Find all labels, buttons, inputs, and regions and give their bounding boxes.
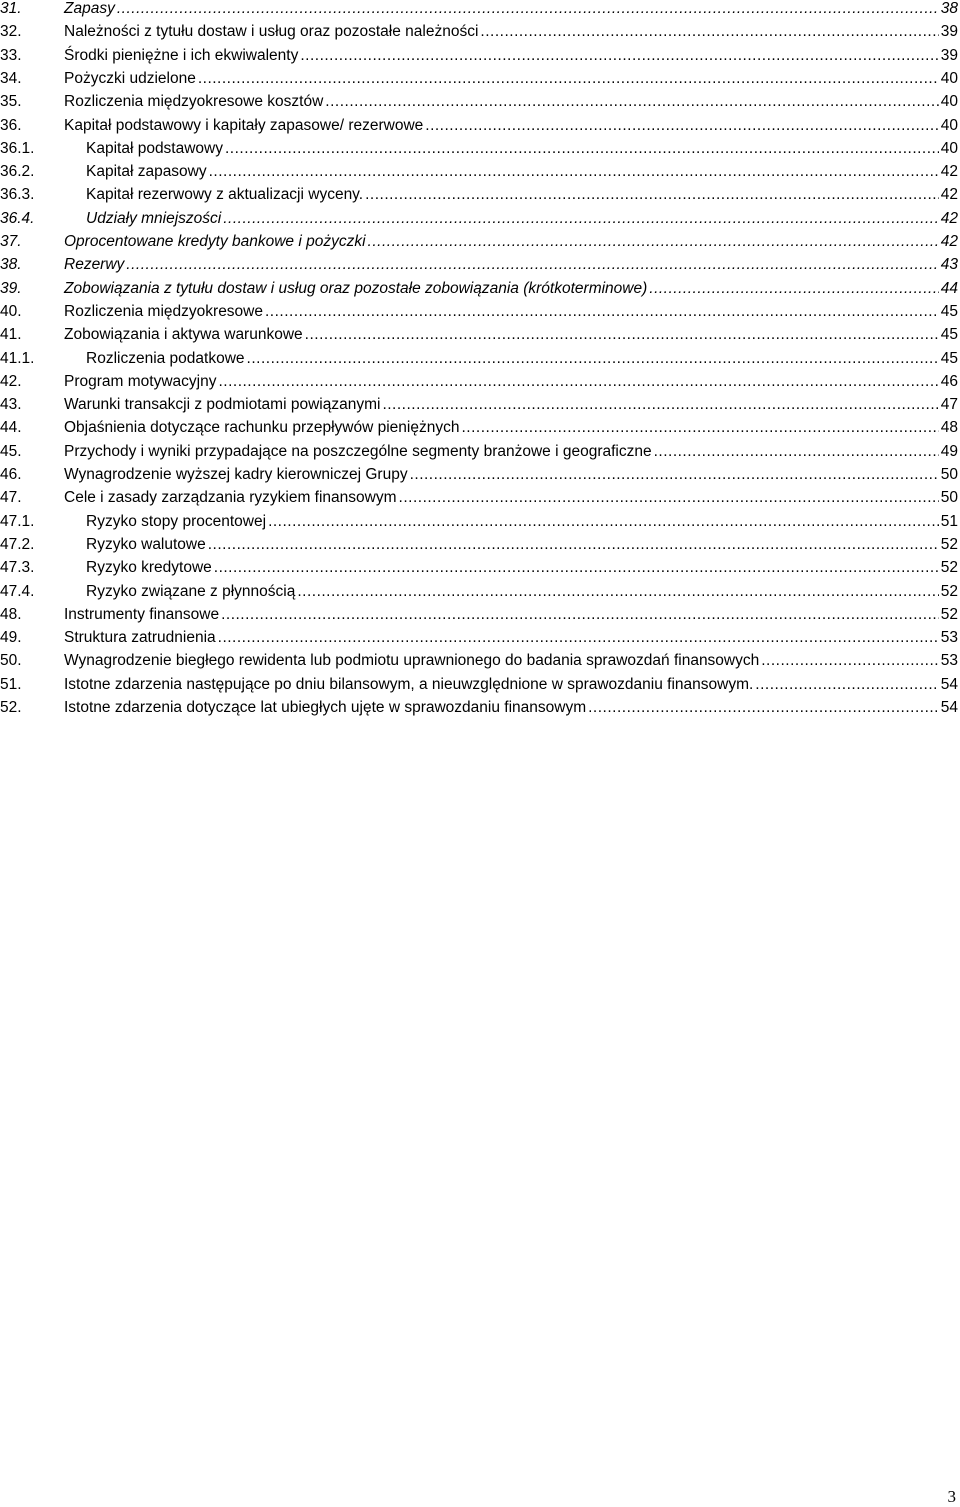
toc-entry-title: Zobowiązania i aktywa warunkowe xyxy=(64,326,303,344)
toc-entry-page: 52 xyxy=(940,582,958,600)
toc-entry-page: 47 xyxy=(940,396,958,414)
toc-dot-leader xyxy=(480,20,938,43)
toc-entry[interactable] xyxy=(0,114,958,137)
toc-entry-title: Objaśnienia dotyczące rachunku przepływów pieniężnych xyxy=(64,419,460,437)
toc-entry[interactable] xyxy=(0,20,958,43)
toc-entry-title: Cele i zasady zarządzania ryzykiem finansowym xyxy=(64,489,397,507)
toc-dot-leader xyxy=(126,253,938,276)
toc-entry-title: Oprocentowane kredyty bankowe i pożyczki xyxy=(64,233,366,250)
toc-entry-title: Zobowiązania z tytułu dostaw i usług oraz pozostałe zobowiązania (krótkoterminowe) xyxy=(64,279,648,297)
toc-entry-page: 52 xyxy=(940,605,958,623)
toc-dot-leader xyxy=(365,183,939,206)
toc-entry-number: 35. xyxy=(0,93,22,111)
toc-entry[interactable] xyxy=(0,253,958,276)
toc-entry-page: 51 xyxy=(940,512,958,530)
toc-entry-title: Środki pieniężne i ich ekwiwalenty xyxy=(64,46,299,64)
toc-dot-leader xyxy=(300,44,938,67)
toc-entry[interactable] xyxy=(0,183,958,206)
toc-entry-page: 54 xyxy=(940,699,958,716)
toc-entry-number: 49. xyxy=(0,629,22,647)
toc-entry-page: 42 xyxy=(940,163,958,181)
toc-entry-page: 48 xyxy=(940,419,958,437)
toc-entry-number: 52. xyxy=(0,699,22,716)
toc-entry-title: Kapitał podstawowy i kapitały zapasowe/ rezerwowe xyxy=(64,116,424,134)
toc-dot-leader xyxy=(209,160,939,183)
toc-entry-page: 42 xyxy=(940,186,958,204)
toc-entry[interactable] xyxy=(0,323,958,346)
toc-entry-number: 47.1. xyxy=(0,512,35,530)
toc-entry[interactable] xyxy=(0,277,958,300)
toc-entry[interactable] xyxy=(0,207,958,230)
toc-entry[interactable] xyxy=(0,649,958,672)
toc-entry[interactable] xyxy=(0,440,958,463)
toc-entry[interactable] xyxy=(0,393,958,416)
toc-entry-page: 39 xyxy=(940,46,958,64)
toc-entry-number: 41. xyxy=(0,326,22,344)
toc-entry[interactable] xyxy=(0,160,958,183)
toc-entry-number: 48. xyxy=(0,605,22,623)
toc-entry-title: Istotne zdarzenia dotyczące lat ubiegłych ujęte w sprawozdaniu finansowym xyxy=(64,699,587,716)
toc-dot-leader xyxy=(297,580,938,603)
toc-dot-leader xyxy=(649,277,938,300)
toc-entry-page: 52 xyxy=(940,535,958,553)
toc-entry-page: 40 xyxy=(940,116,958,134)
toc-entry-page: 50 xyxy=(940,466,958,483)
toc-entry-title: Ryzyko związane z płynnością xyxy=(86,582,296,600)
toc-entry[interactable] xyxy=(0,626,958,649)
toc-entry-title: Ryzyko kredytowe xyxy=(86,559,212,577)
toc-entry-title: Instrumenty finansowe xyxy=(64,605,220,623)
toc-entry[interactable] xyxy=(0,347,958,370)
toc-dot-leader xyxy=(208,533,939,556)
toc-entry[interactable] xyxy=(0,230,958,253)
toc-dot-leader xyxy=(225,137,939,160)
toc-entry-page: 54 xyxy=(940,675,958,693)
toc-dot-leader xyxy=(214,556,939,579)
toc-entry-number: 47.3. xyxy=(0,559,35,577)
toc-entry[interactable] xyxy=(0,370,958,393)
toc-dot-leader xyxy=(117,0,939,20)
toc-entry-number: 50. xyxy=(0,652,22,670)
toc-entry-page: 40 xyxy=(940,93,958,111)
toc-dot-leader xyxy=(399,486,939,509)
toc-entry-page: 42 xyxy=(940,209,958,227)
toc-entry-number: 31. xyxy=(0,0,22,17)
toc-entry[interactable] xyxy=(0,0,958,20)
toc-entry-page: 44 xyxy=(940,279,958,297)
toc-entry-page: 40 xyxy=(940,69,958,87)
toc-dot-leader xyxy=(410,463,939,486)
toc-entry-page: 46 xyxy=(940,372,958,390)
toc-entry-title: Przychody i wyniki przypadające na poszczególne segmenty branżowe i geograficzne xyxy=(64,442,652,460)
toc-entry-number: 36.1. xyxy=(0,139,35,157)
toc-dot-leader xyxy=(755,673,938,696)
toc-entry-title: Rezerwy xyxy=(64,256,125,274)
toc-entry-number: 42. xyxy=(0,372,22,390)
toc-entry-title: Wynagrodzenie biegłego rewidenta lub podmiotu uprawnionego do badania sprawozdań finansowych xyxy=(64,652,760,670)
toc-entry-number: 40. xyxy=(0,302,22,320)
toc-entry-number: 36.3. xyxy=(0,186,35,204)
toc-entry-title: Udziały mniejszości xyxy=(86,209,222,227)
toc-dot-leader xyxy=(654,440,939,463)
toc-entry-title: Rozliczenia międzyokresowe xyxy=(64,302,263,320)
toc-entry-page: 42 xyxy=(940,233,958,250)
page-number: 3 xyxy=(947,1487,956,1506)
toc-entry[interactable] xyxy=(0,300,958,323)
toc-dot-leader xyxy=(268,510,939,533)
toc-dot-leader xyxy=(325,90,938,113)
toc-dot-leader xyxy=(247,347,939,370)
toc-dot-leader xyxy=(221,603,939,626)
toc-entry-number: 32. xyxy=(0,23,22,41)
toc-entry-title: Rozliczenia międzyokresowe kosztów xyxy=(64,93,324,111)
toc-entry-title: Kapitał rezerwowy z aktualizacji wyceny. xyxy=(86,186,364,204)
toc-entry-title: Kapitał zapasowy xyxy=(86,163,207,181)
toc-dot-leader xyxy=(223,207,939,230)
toc-entry-page: 53 xyxy=(940,629,958,647)
toc-entry[interactable] xyxy=(0,510,958,533)
toc-entry-number: 47.2. xyxy=(0,535,35,553)
toc-entry-number: 51. xyxy=(0,675,22,693)
toc-entry-page: 40 xyxy=(940,139,958,157)
toc-dot-leader xyxy=(218,370,938,393)
toc-entry-number: 39. xyxy=(0,279,22,297)
toc-entry-page: 38 xyxy=(940,0,958,17)
toc-entry-number: 47.4. xyxy=(0,582,35,600)
toc-entry[interactable] xyxy=(0,463,958,486)
toc-entry-page: 49 xyxy=(940,442,958,460)
toc-dot-leader xyxy=(382,393,938,416)
toc-dot-leader xyxy=(588,696,939,719)
toc-entry-number: 33. xyxy=(0,46,22,64)
toc-entry-page: 45 xyxy=(940,302,958,320)
toc-entry-title: Program motywacyjny xyxy=(64,372,217,390)
toc-entry[interactable] xyxy=(0,556,958,579)
toc-entry-title: Ryzyko walutowe xyxy=(86,535,206,553)
toc-entry-number: 36.2. xyxy=(0,163,35,181)
toc-entry[interactable] xyxy=(0,486,958,509)
toc-dot-leader xyxy=(265,300,939,323)
toc-dot-leader xyxy=(761,649,939,672)
toc-entry[interactable] xyxy=(0,44,958,67)
toc-entry-number: 38. xyxy=(0,256,22,274)
toc-entry[interactable] xyxy=(0,416,958,439)
toc-entry-page: 52 xyxy=(940,559,958,577)
toc-entry[interactable] xyxy=(0,673,958,696)
toc-dot-leader xyxy=(198,67,939,90)
toc-entry-number: 37. xyxy=(0,233,22,250)
toc-entry-number: 34. xyxy=(0,69,22,87)
toc-entry[interactable] xyxy=(0,90,958,113)
toc-entry-title: Ryzyko stopy procentowej xyxy=(86,512,267,530)
toc-entry-title: Rozliczenia podatkowe xyxy=(86,349,245,367)
toc-entry-title: Kapitał podstawowy xyxy=(86,139,223,157)
toc-dot-leader xyxy=(461,416,938,439)
toc-entry-title: Struktura zatrudnienia xyxy=(64,629,216,647)
toc-dot-leader xyxy=(368,230,939,253)
toc-entry-page: 45 xyxy=(940,349,958,367)
toc-entry-title: Warunki transakcji z podmiotami powiązanymi xyxy=(64,396,381,414)
toc-entry-title: Należności z tytułu dostaw i usług oraz pozostałe należności xyxy=(64,23,479,41)
toc-entry-number: 41.1. xyxy=(0,349,35,367)
toc-entry[interactable] xyxy=(0,603,958,626)
toc-entry-number: 46. xyxy=(0,466,22,483)
toc-entry-title: Istotne zdarzenia następujące po dniu bilansowym, a nieuwzględnione w sprawozdaniu finansowym. xyxy=(64,675,754,693)
toc-entry[interactable] xyxy=(0,696,958,719)
toc-entry-number: 47. xyxy=(0,489,22,507)
toc-dot-leader xyxy=(218,626,939,649)
toc-entry[interactable] xyxy=(0,67,958,90)
toc-dot-leader xyxy=(305,323,939,346)
toc-dot-leader xyxy=(425,114,938,137)
toc-entry[interactable] xyxy=(0,137,958,160)
toc-entry-page: 39 xyxy=(940,23,958,41)
toc-entry[interactable] xyxy=(0,533,958,556)
toc-entry[interactable] xyxy=(0,580,958,603)
toc-entry-title: Pożyczki udzielone xyxy=(64,69,196,87)
toc-entry-page: 45 xyxy=(940,326,958,344)
toc-entry-number: 45. xyxy=(0,442,22,460)
toc-entry-page: 53 xyxy=(940,652,958,670)
toc-entry-number: 44. xyxy=(0,419,22,437)
toc-entry-page: 43 xyxy=(940,256,958,274)
toc-entry-number: 36.4. xyxy=(0,209,35,227)
toc-entry-number: 36. xyxy=(0,116,22,134)
toc-entry-number: 43. xyxy=(0,396,22,414)
toc-entry-title: Wynagrodzenie wyższej kadry kierowniczej Grupy xyxy=(64,466,408,483)
toc-entry-title: Zapasy xyxy=(64,0,115,17)
toc-entry-page: 50 xyxy=(940,489,958,507)
